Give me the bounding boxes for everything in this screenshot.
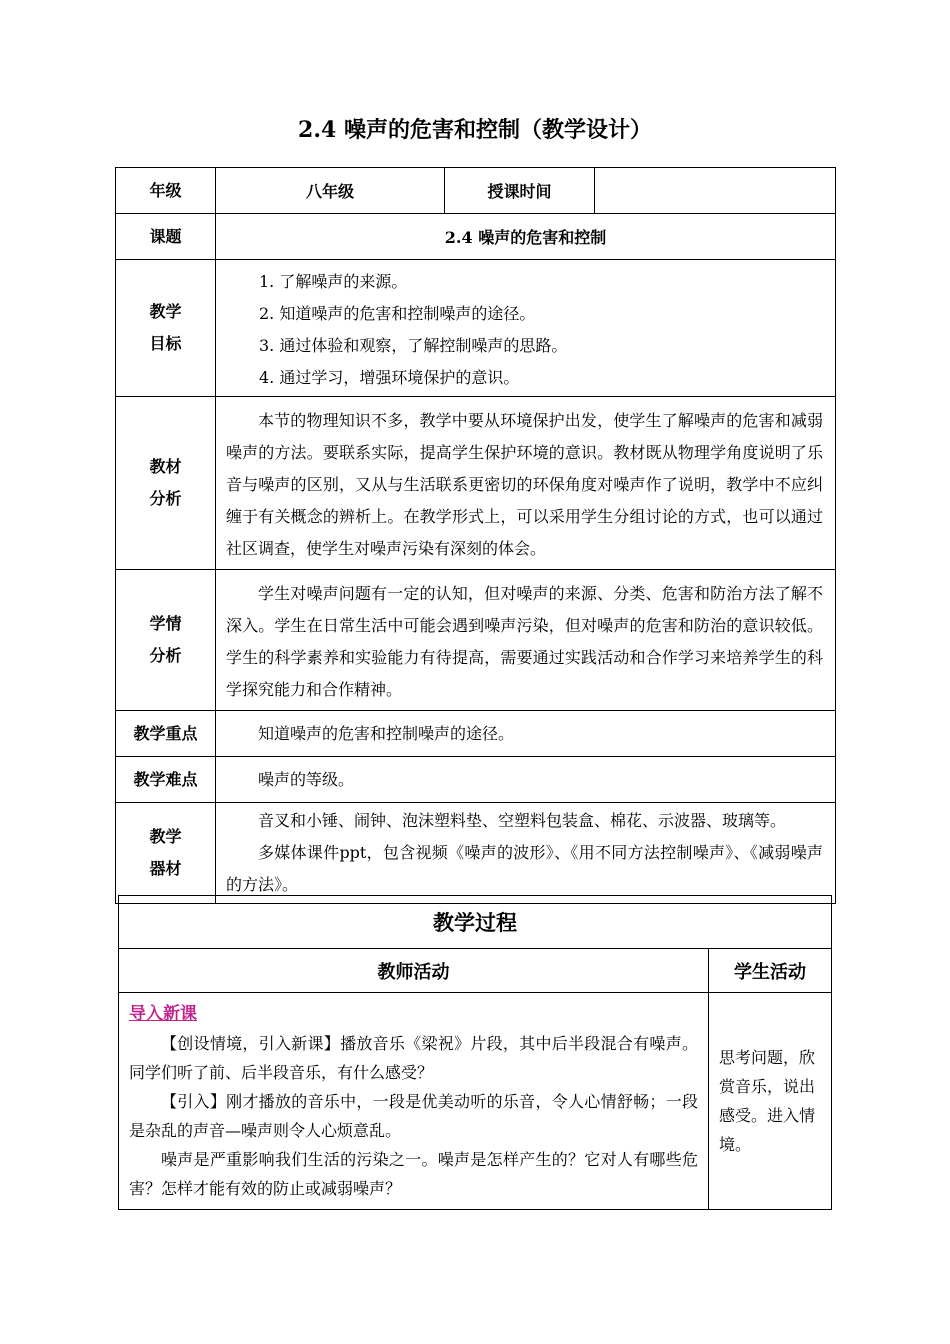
student-analysis-label [116,570,216,711]
key-point-text [216,711,836,757]
student-analysis-text [216,570,836,711]
section-title: 导入新课 [129,1004,197,1024]
goal-item: 3. 通过体验和观察，了解控制噪声的思路。 [259,336,568,355]
goal-item: 2. 知道噪声的危害和控制噪声的途径。 [259,304,536,323]
equipment-label-line-1: 教学 [149,827,182,846]
process-header: 教学过程 [119,896,832,949]
teacher-paragraph: 【创设情境，引入新课】播放音乐《梁祝》片段，其中后半段混合有噪声。同学们听了前、后半段音乐，有什么感受？ [129,1034,698,1082]
equipment-label [116,803,216,904]
lesson-info-table [115,167,836,904]
student-label-line-1: 学情 [149,614,182,633]
key-point-label: 教学重点 [116,711,216,757]
student-paragraph: 学生对噪声问题有一定的认知，但对噪声的来源、分类、危害和防治方法了解不深入。学生在日常生活中可能会遇到噪声污染，但对噪声的危害和防治的意识较低。学生的科学素养和实验能力有待提高，需要通过实践活动和合作学习来培养学生的科学探究能力和合作精神。 [226,584,823,699]
material-paragraph: 本节的物理知识不多，教学中要从环境保护出发，使学生了解噪声的危害和减弱噪声的方法。要联系实际，提高学生保护环境的意识。教材既从物理学角度说明了乐音与噪声的区别，又从与生活联系更密切的环保角度对噪声作了说明，教学中不应纠缠于有关概念的辨析上。在教学形式上，可以采用学生分组讨论的方式，也可以通过社区调查，使学生对噪声污染有深刻的体会。 [226,411,823,558]
topic-value: 2.4 噪声的危害和控制 [216,214,836,260]
teaching-process-table [118,895,832,1210]
grade-label: 年级 [116,168,216,214]
goals-label-line-1: 教学 [149,302,182,321]
goals-label-line-2: 目标 [149,334,182,353]
material-analysis-text [216,397,836,570]
material-label-line-2: 分析 [149,489,182,508]
teacher-paragraph: 噪声是严重影响我们生活的污染之一。噪声是怎样产生的？它对人有哪些危害？怎样才能有效的防止或减弱噪声？ [129,1150,698,1198]
equipment-line: 音叉和小锤、闹钟、泡沫塑料垫、空塑料包装盒、棉花、示波器、玻璃等。 [258,811,787,830]
difficulty-label: 教学难点 [116,757,216,803]
teacher-activity-header: 教师活动 [119,949,709,993]
student-activity-cell: 思考问题，欣赏音乐，说出感受。进入情境。 [709,993,832,1210]
goal-item: 1. 了解噪声的来源。 [259,272,408,291]
time-label: 授课时间 [445,168,595,214]
page-title: 2.4 噪声的危害和控制（教学设计） [298,117,652,143]
time-value [595,168,836,214]
teacher-activity-cell [119,993,709,1210]
topic-label: 课题 [116,214,216,260]
equipment-text [216,803,836,904]
student-activity-header: 学生活动 [709,949,832,993]
goal-item: 4. 通过学习，增强环境保护的意识。 [259,368,520,387]
difficulty-text [216,757,836,803]
difficulty-paragraph: 噪声的等级。 [258,769,355,789]
grade-value: 八年级 [216,168,445,214]
goals-list [216,260,836,397]
material-analysis-label [116,397,216,570]
equipment-label-line-2: 器材 [149,859,182,878]
student-label-line-2: 分析 [149,646,182,665]
key-point-paragraph: 知道噪声的危害和控制噪声的途径。 [258,723,515,743]
goals-label [116,260,216,397]
equipment-line: 多媒体课件ppt，包含视频《噪声的波形》、《用不同方法控制噪声》、《减弱噪声的方法》。 [226,843,823,894]
material-label-line-1: 教材 [149,457,182,476]
teacher-paragraph: 【引入】刚才播放的音乐中，一段是优美动听的乐音，令人心情舒畅；一段是杂乱的声音—噪声则令人心烦意乱。 [129,1092,698,1140]
